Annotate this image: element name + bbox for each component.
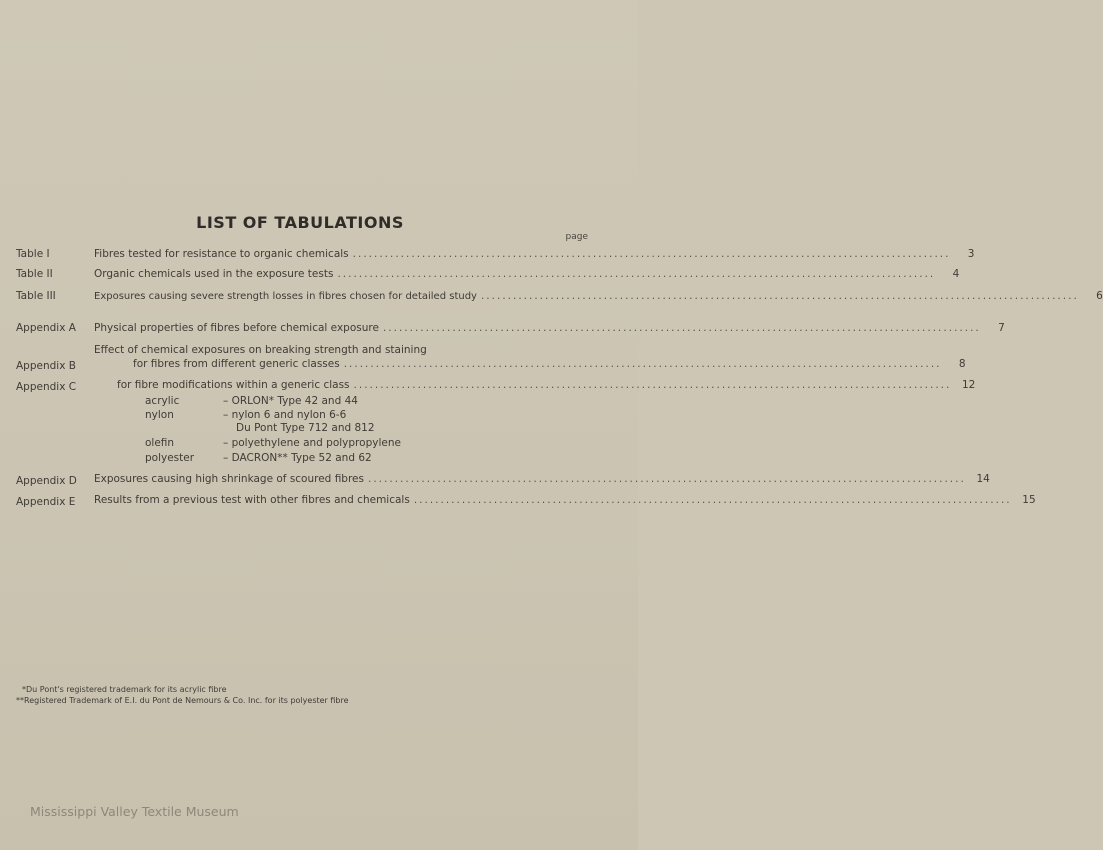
dot-leader: ................................................................................................................ xyxy=(480,290,1079,302)
entry-page-number: 8 xyxy=(958,358,966,370)
entry-page-number: 4 xyxy=(952,268,960,280)
fibre-class-name: nylon xyxy=(145,409,174,421)
entry-page-number: 15 xyxy=(1022,494,1036,506)
entry-page-number: 3 xyxy=(967,248,975,260)
toc-entry-appendix-d xyxy=(94,473,990,485)
fibre-class-detail: – polyethylene and polypropylene xyxy=(223,437,401,449)
page-column-header: page xyxy=(565,232,588,242)
dot-leader: ................................................................................................................ xyxy=(368,473,966,485)
toc-entry-appendix-e xyxy=(94,494,1036,506)
museum-watermark: Mississippi Valley Textile Museum xyxy=(30,804,239,819)
entry-text-appendix-b-line1: Effect of chemical exposures on breaking strength and staining xyxy=(94,344,427,356)
page-title: LIST OF TABULATIONS xyxy=(196,213,404,232)
entry-label-appendix-e: Appendix E xyxy=(16,496,76,508)
entry-label-appendix-a: Appendix A xyxy=(16,322,76,334)
fibre-class-name: acrylic xyxy=(145,395,180,407)
entry-text: Exposures causing severe strength losses in fibres chosen for detailed study xyxy=(94,291,477,302)
footnote-orlon: *Du Pont's registered trademark for its acrylic fibre xyxy=(22,685,227,694)
dot-leader: ................................................................................................................ xyxy=(352,248,951,260)
entry-text: for fibres from different generic classes xyxy=(133,358,340,370)
entry-page-number: 7 xyxy=(998,322,1005,334)
dot-leader: ................................................................................................................ xyxy=(382,322,981,334)
entry-text: Physical properties of fibres before chemical exposure xyxy=(94,322,379,334)
fibre-class-name: polyester xyxy=(145,452,195,464)
toc-entry-appendix-c xyxy=(117,379,976,391)
entry-label-table-1: Table I xyxy=(16,248,50,260)
footnote-dacron: **Registered Trademark of E.I. du Pont de Nemours & Co. Inc. for its polyester fibre xyxy=(16,696,349,705)
entry-text: Organic chemicals used in the exposure tests xyxy=(94,268,334,280)
fibre-class-name: olefin xyxy=(145,437,175,449)
dot-leader: ................................................................................................................ xyxy=(353,379,952,391)
entry-page-number: 14 xyxy=(976,473,990,485)
fibre-class-detail: – ORLON* Type 42 and 44 xyxy=(223,395,358,407)
dot-leader: ................................................................................................................ xyxy=(413,494,1012,506)
fibre-class-detail: – nylon 6 and nylon 6-6 xyxy=(223,409,347,421)
toc-entry-table-2 xyxy=(94,268,960,280)
entry-label-table-2: Table II xyxy=(16,268,53,280)
entry-label-appendix-c: Appendix C xyxy=(16,381,77,393)
fibre-class-detail: – DACRON** Type 52 and 62 xyxy=(223,452,372,464)
entry-page-number: 6 xyxy=(1096,290,1103,302)
entry-text: Fibres tested for resistance to organic chemicals xyxy=(94,248,349,260)
entry-text: Exposures causing high shrinkage of scoured fibres xyxy=(94,473,364,485)
dot-leader: ................................................................................................................ xyxy=(343,358,942,370)
toc-entry-appendix-b xyxy=(133,358,966,370)
entry-text: Results from a previous test with other fibres and chemicals xyxy=(94,494,410,506)
toc-entry-table-1 xyxy=(94,248,975,260)
fibre-class-detail: Du Pont Type 712 and 812 xyxy=(236,422,375,434)
entry-page-number: 12 xyxy=(961,379,976,391)
entry-label-table-3: Table III xyxy=(16,290,56,302)
toc-entry-table-3 xyxy=(94,290,1103,302)
entry-text: for fibre modifications within a generic class xyxy=(117,379,350,391)
dot-leader: ................................................................................................................ xyxy=(337,268,936,280)
toc-entry-appendix-a xyxy=(94,322,1005,334)
entry-label-appendix-b: Appendix B xyxy=(16,360,76,372)
entry-label-appendix-d: Appendix D xyxy=(16,475,77,487)
